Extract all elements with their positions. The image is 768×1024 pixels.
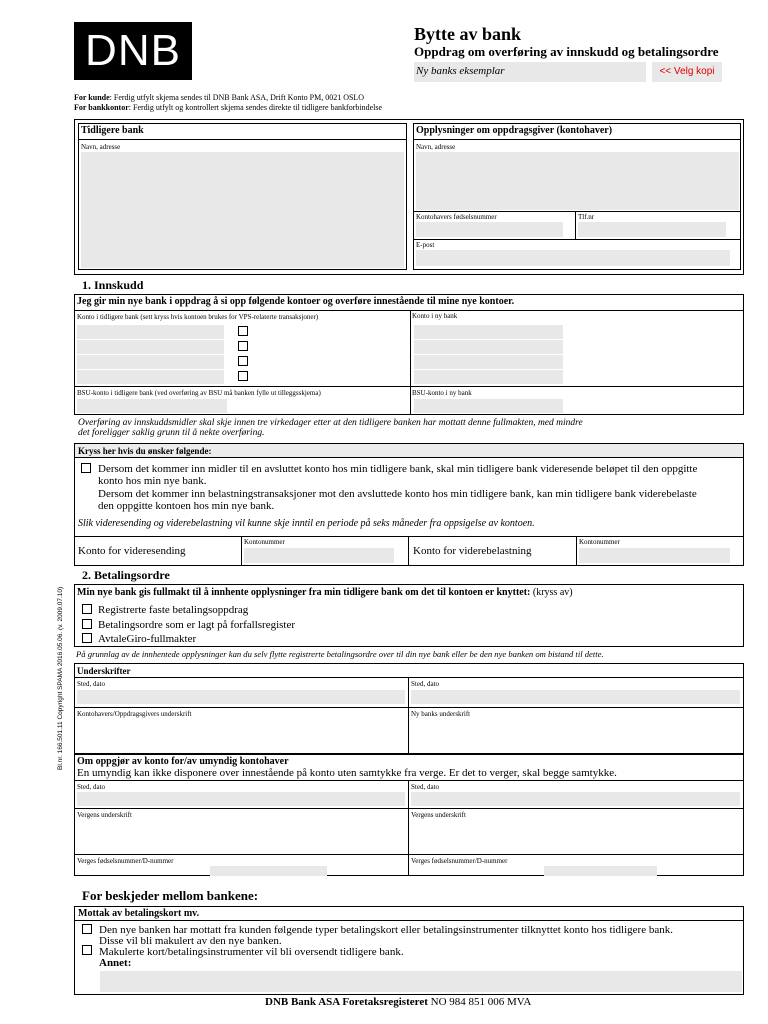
divider <box>408 677 409 754</box>
divider <box>74 536 744 537</box>
client-email-field[interactable] <box>416 250 730 266</box>
minor-place-date-field-2[interactable] <box>411 792 740 806</box>
minor-place-date-label-2: Sted, dato <box>411 783 439 791</box>
banks-title: Mottak av betalingskort mv. <box>78 908 200 919</box>
charge-number-label: Kontonummer <box>579 538 620 546</box>
other-label: Annet: <box>99 957 132 969</box>
old-account-field-2[interactable] <box>77 340 224 354</box>
new-account-field-3[interactable] <box>414 355 563 369</box>
client-sign-label: Kontohavers/Oppdragsgivers underskrift <box>77 710 192 718</box>
forwarding-title: Kryss her hvis du ønsker følgende: <box>78 446 212 456</box>
guardian-sign-label-2: Vergens underskrift <box>411 811 466 819</box>
other-field[interactable] <box>100 971 742 992</box>
divider <box>74 457 744 458</box>
divider <box>74 310 744 311</box>
form-title: Bytte av bank <box>414 24 522 44</box>
bsu-old-label: BSU-konto i tidligere bank (ved overføring av BSU må banken fylle ut tilleggsskjema) <box>77 389 321 397</box>
copy-label: Ny banks eksemplar <box>416 65 505 77</box>
new-account-field-4[interactable] <box>414 370 563 384</box>
divider <box>74 854 744 855</box>
minor-title: Om oppgjør av konto for/av umyndig kontohaver <box>77 756 289 767</box>
received-checkbox[interactable] <box>82 924 92 934</box>
minor-place-date-label: Sted, dato <box>77 783 105 791</box>
signatures-title: Underskrifter <box>77 666 131 676</box>
option-checkbox-1[interactable] <box>82 604 92 614</box>
vps-checkbox-2[interactable] <box>238 341 248 351</box>
forwarding-line-4: den oppgitte kontoen hos min nye bank. <box>98 500 275 512</box>
new-account-label: Konto i ny bank <box>412 312 458 320</box>
banks-line-1: Den nye banken har mottatt fra kunden følgende typer betalingskort eller betalingsinstrumenter tilknyttet konto hos tidligere bank. <box>99 924 673 936</box>
forwarding-line-3: Dersom det kommer inn belastningstransaksjoner mot den avsluttede konto hos min tidligere bank, kan min tidligere bank viderebelaste <box>98 488 697 500</box>
option-checkbox-3[interactable] <box>82 633 92 643</box>
prev-bank-name-label: Navn, adresse <box>81 143 121 151</box>
client-birth-field[interactable] <box>416 222 563 237</box>
guardian-id-label: Verges fødselsnummer/D-nummer <box>77 857 174 865</box>
instructions-office: For bankkontor: Ferdig utfylt og kontrollert skjema sendes direkte til tidligere bankforbindelse <box>74 103 383 112</box>
client-name-field[interactable] <box>416 152 739 210</box>
new-account-field-1[interactable] <box>414 325 563 339</box>
select-copy-button[interactable]: << Velg kopi <box>652 62 722 82</box>
client-phone-label: Tlf.nr <box>578 213 595 221</box>
divider <box>413 139 741 140</box>
form-subtitle: Oppdrag om overføring av innskudd og betalingsordre <box>414 44 719 59</box>
client-birth-label: Kontohavers fødselsnummer <box>416 213 497 221</box>
forward-number-label: Kontonummer <box>244 538 285 546</box>
forwarding-checkbox[interactable] <box>81 463 91 473</box>
banks-line-3: Makulerte kort/betalingsinstrumenter vil bli oversendt tidligere bank. <box>99 946 404 958</box>
prev-bank-title: Tidligere bank <box>81 125 144 136</box>
charge-account-label: Konto for viderebelastning <box>413 545 532 557</box>
divider <box>410 310 411 415</box>
banks-line-2: Disse vil bli makulert av den nye banken. <box>99 935 282 947</box>
forwarding-line-1: Dersom det kommer inn midler til en avsluttet konto hos min tidligere bank, skal min tidligere bank videresende beløpet til den oppgitte <box>98 463 698 475</box>
instructions-customer: For kunde: Ferdig utfylt skjema sendes til DNB Bank ASA, Drift Konto PM, 0021 OSLO <box>74 93 365 102</box>
payment-instruction: Min nye bank gis fullmakt til å innhente opplysninger fra min tidligere bank om det til kontoen er knyttet: (kryss av) <box>77 587 573 598</box>
old-account-field-3[interactable] <box>77 355 224 369</box>
new-account-field-2[interactable] <box>414 340 563 354</box>
payment-heading: 2. Betalingsordre <box>82 568 170 582</box>
bank-place-date-label: Sted, dato <box>411 680 439 688</box>
charge-account-field[interactable] <box>579 548 730 563</box>
deposits-instruction: Jeg gir min nye bank i oppdrag å si opp følgende kontoer og overføre innestående til mine nye kontoer. <box>77 296 515 307</box>
option-label-3: AvtaleGiro-fullmakter <box>98 633 197 645</box>
option-label-2: Betalingsordre som er lagt på forfallsregister <box>98 619 296 631</box>
divider <box>74 920 744 921</box>
divider <box>413 211 741 212</box>
banks-heading: For beskjeder mellom bankene: <box>82 888 259 903</box>
forward-account-field[interactable] <box>244 548 394 563</box>
bsu-new-field[interactable] <box>414 399 563 413</box>
guardian-id-label-2: Verges fødselsnummer/D-nummer <box>411 857 508 865</box>
place-date-label: Sted, dato <box>77 680 105 688</box>
bsu-new-label: BSU-konto i ny bank <box>412 389 472 397</box>
divider <box>408 780 409 876</box>
vps-checkbox-3[interactable] <box>238 356 248 366</box>
place-date-field[interactable] <box>77 690 405 704</box>
divider <box>241 536 242 566</box>
guardian-id-field-2[interactable] <box>544 866 657 876</box>
divider <box>74 386 744 387</box>
divider <box>575 211 576 239</box>
bsu-old-field[interactable] <box>77 399 227 413</box>
minor-place-date-field[interactable] <box>77 792 405 806</box>
old-account-field-1[interactable] <box>77 325 224 339</box>
bank-sign-label: Ny banks underskrift <box>411 710 471 718</box>
client-name-label: Navn, adresse <box>416 143 456 151</box>
option-label-1: Registrerte faste betalingsoppdrag <box>98 604 249 616</box>
divider <box>408 536 409 566</box>
deposits-note-2: det foreligger saklig grunn til å nekte overføring. <box>78 428 265 438</box>
client-email-label: E-post <box>416 241 435 249</box>
old-account-field-4[interactable] <box>77 370 224 384</box>
payment-note: På grunnlag av de innhentede opplysninger kan du selv flytte registrerte betalingsordre over til din nye bank eller be den nye banken om bistand til dette. <box>76 649 604 659</box>
vps-checkbox-1[interactable] <box>238 326 248 336</box>
vps-checkbox-4[interactable] <box>238 371 248 381</box>
divider <box>74 677 744 678</box>
forwarded-checkbox[interactable] <box>82 945 92 955</box>
divider <box>74 707 744 708</box>
prev-bank-name-field[interactable] <box>81 152 404 268</box>
client-title: Opplysninger om oppdragsgiver (kontohaver) <box>416 125 613 136</box>
bank-place-date-field[interactable] <box>411 690 740 704</box>
deposits-heading: 1. Innskudd <box>82 278 144 292</box>
footer: DNB Bank ASA Foretaksregisteret NO 984 851 006 MVA <box>265 996 532 1008</box>
forward-account-label: Konto for videresending <box>78 545 186 557</box>
divider <box>413 239 741 240</box>
option-checkbox-2[interactable] <box>82 619 92 629</box>
deposits-note-1: Overføring av innskuddsmidler skal skje innen tre virkedager etter at den tidligere banken har mottatt denne fullmakten, med mindre <box>78 418 583 428</box>
copy-field[interactable] <box>414 62 646 82</box>
divider <box>576 536 577 566</box>
old-account-label: Konto i tidligere bank (sett kryss hvis kontoen brukes for VPS-relaterte transaksjoner) <box>77 313 319 321</box>
guardian-id-field[interactable] <box>210 866 327 876</box>
divider <box>78 139 407 140</box>
forwarding-note: Slik videresending og viderebelastning vil kunne skje inntil en periode på seks måneder fra oppsigelse av kontoen. <box>78 518 535 529</box>
logo-text: DNB <box>85 26 181 75</box>
dnb-logo <box>74 22 192 80</box>
divider <box>74 808 744 809</box>
divider <box>74 780 744 781</box>
client-phone-field[interactable] <box>578 222 726 237</box>
forwarding-line-2: konto hos min nye bank. <box>98 475 207 487</box>
minor-text: En umyndig kan ikke disponere over innestående på konto uten samtykke fra verge. Er det to verger, skal begge samtykke. <box>77 767 617 779</box>
side-form-number: Bl.nr. 166.501.11 Copyright SPAMA 2016.05.06. (v. 2009.07.10) <box>57 586 64 770</box>
guardian-sign-label: Vergens underskrift <box>77 811 132 819</box>
